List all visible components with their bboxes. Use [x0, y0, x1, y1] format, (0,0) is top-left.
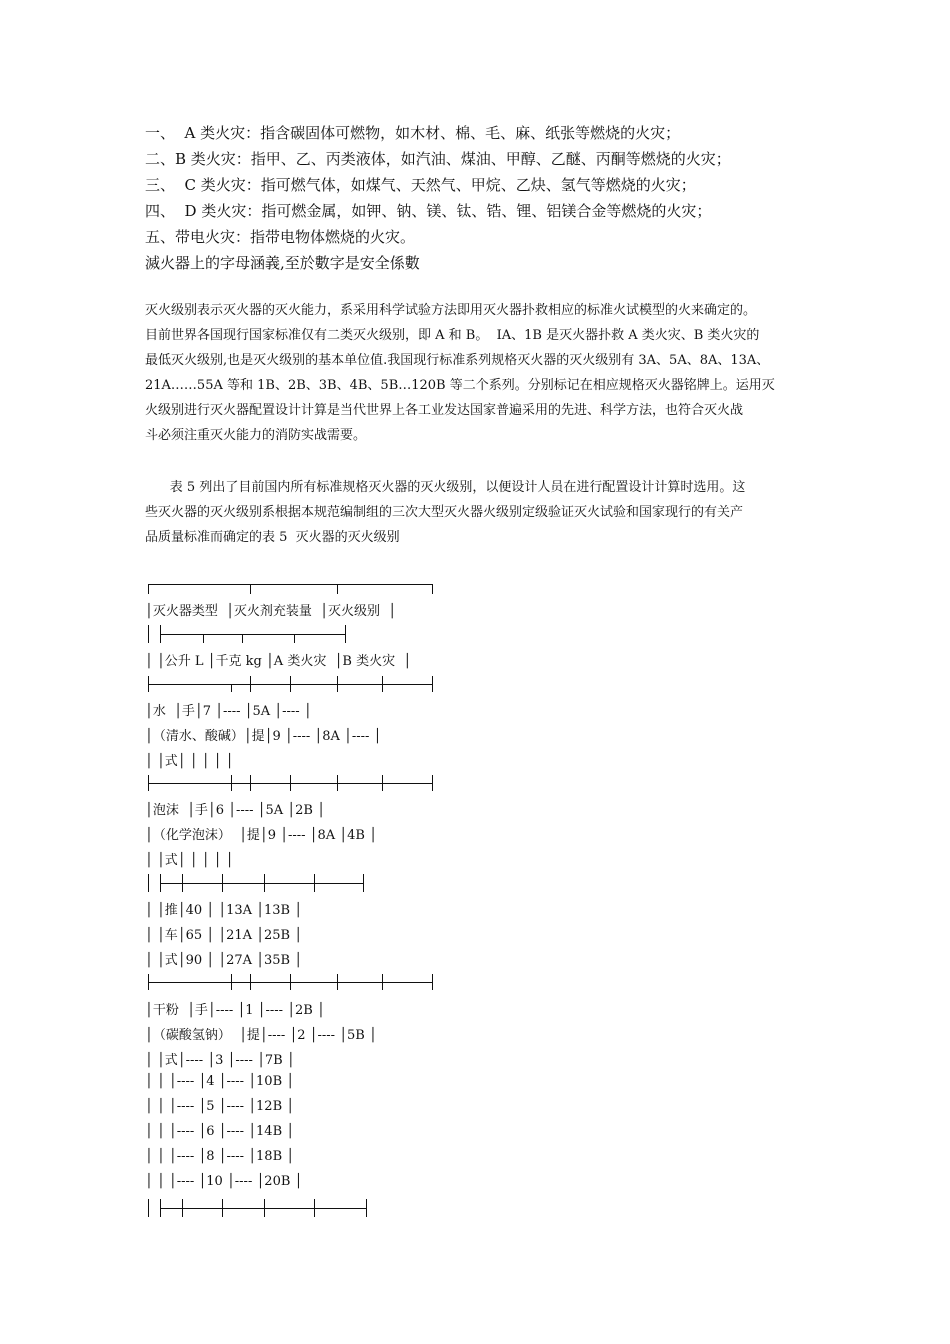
- table-tick: [294, 634, 295, 643]
- table-tick: [382, 775, 383, 791]
- table-tick: [432, 584, 433, 594]
- table-tick: [148, 676, 149, 692]
- para1-line: 21A……55A 等和 1B、2B、3B、4B、5B…120B 等二个系列。分别标记在相应规格灭火器铭牌上。运用灭: [145, 378, 775, 393]
- para2-line: 些灭火器的灭火级别系根据本规范编制组的三次大型灭火器火级别定级验证灭火试验和国家现行的有关产: [145, 505, 744, 520]
- table-row: │ │式│---- │3 │---- │7B │: [145, 1053, 295, 1068]
- table-tick: [182, 874, 183, 892]
- table-rule: [160, 883, 363, 884]
- table-row: │（碳酸氢钠） │提│---- │2 │---- │5B │: [145, 1028, 377, 1043]
- table-rule: [160, 634, 345, 635]
- table-tick: [203, 634, 204, 643]
- table-tick: [337, 775, 338, 791]
- para1-line: 斗必须注重灭火能力的消防实战需要。: [145, 428, 367, 443]
- table-tick: [290, 676, 291, 692]
- table-row: │ │ │---- │6 │---- │14B │: [145, 1124, 295, 1139]
- table-tick: [314, 1199, 315, 1217]
- fire-class-note: 滅火器上的字母涵義,至於數字是安全係數: [145, 254, 420, 272]
- para2-line: 品质量标准而确定的表 5 灭火器的灭火级别: [145, 530, 400, 545]
- table-row: │ │式│90 │ │27A │35B │: [145, 953, 303, 968]
- table-row: │水 │手│7 │---- │5A │---- │: [145, 704, 312, 719]
- table-tick: [337, 676, 338, 692]
- table-tick: [160, 625, 161, 643]
- table-tick: [182, 1199, 183, 1217]
- table-tick: [250, 676, 251, 692]
- table-row: │干粉 │手│---- │1 │---- │2B │: [145, 1003, 325, 1018]
- table-row: │（清水、酸碱）│提│9 │---- │8A │---- │: [145, 729, 382, 744]
- table-tick: [264, 1199, 265, 1217]
- table-tick: [222, 1199, 223, 1217]
- table-tick: [432, 676, 433, 692]
- table-tick: [231, 974, 232, 990]
- table-tick: [366, 1199, 367, 1217]
- fire-class-d: 四、 D 类火灾：指可燃金属，如钾、钠、镁、钛、锆、锂、铝镁合金等燃烧的火灾；: [145, 202, 712, 220]
- table-tick: [345, 625, 346, 643]
- table-row: │ │ │---- │8 │---- │18B │: [145, 1149, 295, 1164]
- table-row: │ │式│ │ │ │ │: [145, 853, 234, 868]
- table-tick: [160, 874, 161, 892]
- table-tick: [290, 974, 291, 990]
- table-rule: [160, 1208, 366, 1209]
- table-tick: [148, 974, 149, 990]
- table-tick: [148, 775, 149, 791]
- table-row: │灭火器类型 │灭火剂充装量 │灭火级别 │: [145, 604, 397, 619]
- table-tick: [250, 775, 251, 791]
- table-tick: [382, 974, 383, 990]
- table-tick: [148, 1199, 149, 1217]
- table-row: │ │推│40 │ │13A │13B │: [145, 903, 303, 918]
- table-tick: [148, 874, 149, 892]
- table-tick: [337, 974, 338, 990]
- para2-line: 表 5 列出了目前国内所有标准规格灭火器的灭火级别，以便设计人员在进行配置设计计算时选用。这: [145, 480, 746, 495]
- table-row: │ │ │---- │5 │---- │12B │: [145, 1099, 295, 1114]
- table-tick: [264, 874, 265, 892]
- table-tick: [148, 584, 149, 594]
- table-tick: [250, 974, 251, 990]
- para1-line: 最低灭火级别,也是灭火级别的基本单位值.我国现行标准系列规格灭火器的灭火级别有 3A、5A、8A、13A、: [145, 353, 770, 368]
- table-tick: [148, 625, 149, 643]
- para1-line: 目前世界各国现行国家标准仅有二类灭火级别，即 A 和 B。 IA、1B 是灭火器扑救 A 类火灾、B 类火灾的: [145, 328, 760, 343]
- table-tick: [363, 874, 364, 892]
- table-tick: [314, 874, 315, 892]
- table-tick: [222, 874, 223, 892]
- table-row: │（化学泡沫） │提│9 │---- │8A │4B │: [145, 828, 377, 843]
- table-row: │ │ │---- │10 │---- │20B │: [145, 1174, 303, 1189]
- table-tick: [231, 775, 232, 791]
- table-tick: [250, 584, 251, 594]
- table-tick: [231, 684, 232, 692]
- table-row: │ │式│ │ │ │ │: [145, 754, 234, 769]
- table-tick: [290, 775, 291, 791]
- para1-line: 火级别进行灭火器配置设计计算是当代世界上各工业发达国家普遍采用的先进、科学方法，也符合灭火战: [145, 403, 744, 418]
- table-tick: [242, 634, 243, 643]
- table-tick: [382, 676, 383, 692]
- table-row: │泡沫 │手│6 │---- │5A │2B │: [145, 803, 325, 818]
- fire-class-a: 一、 A 类火灾：指含碳固体可燃物，如木材、棉、毛、麻、纸张等燃烧的火灾；: [145, 124, 681, 142]
- fire-class-electrical: 五、带电火灾：指带电物体燃烧的火灾。: [145, 228, 416, 246]
- table-tick: [337, 584, 338, 594]
- table-row: │ │公升 L │千克 kg │A 类火灾 │B 类火灾 │: [145, 654, 412, 669]
- table-rule: [148, 584, 433, 585]
- table-row: │ │车│65 │ │21A │25B │: [145, 928, 303, 943]
- table-tick: [160, 1199, 161, 1217]
- table-row: │ │ │---- │4 │---- │10B │: [145, 1074, 295, 1089]
- fire-class-b: 二、B 类火灾：指甲、乙、丙类液体，如汽油、煤油、甲醇、乙醚、丙酮等燃烧的火灾；: [145, 150, 731, 168]
- fire-class-c: 三、 C 类火灾：指可燃气体，如煤气、天然气、甲烷、乙炔、氢气等燃烧的火灾；: [145, 176, 696, 194]
- table-tick: [432, 775, 433, 791]
- table-tick: [432, 974, 433, 990]
- para1-line: 灭火级别表示灭火器的灭火能力，系采用科学试验方法即用灭火器扑救相应的标准火试模型的火来确定的。: [145, 303, 757, 318]
